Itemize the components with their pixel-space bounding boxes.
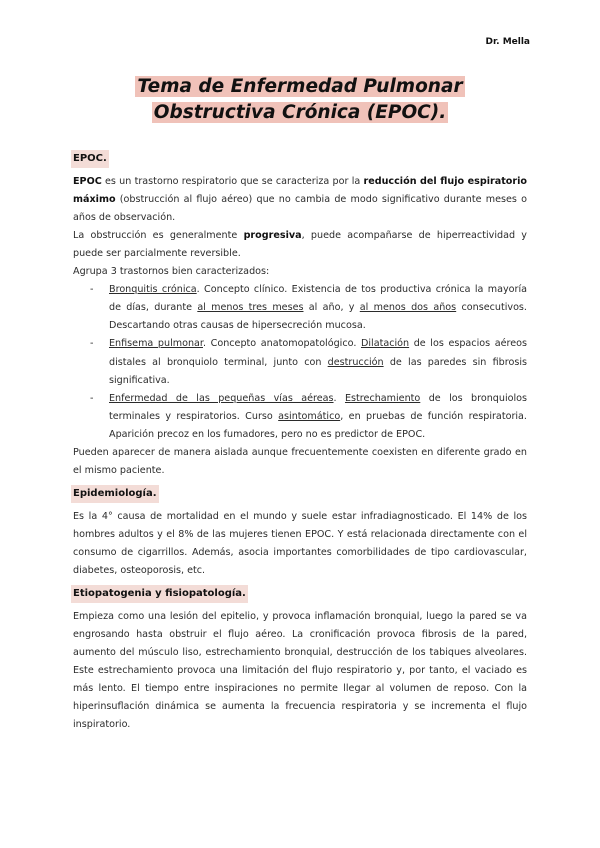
epoc-progression-paragraph: La obstrucción es generalmente progresiva, puede acompañarse de hiperreactividad y puede ser parcialmente reversible. (73, 229, 527, 259)
epoc-definition-paragraph: EPOC es un trastorno respiratorio que se caracteriza por la reducción del flujo espiratorio máximo (obstrucción al flujo aéreo) que no cambia de modo significativo durante meses o años de observación. (73, 175, 527, 223)
section-heading-epidemiologia: Epidemiología. (71, 485, 159, 503)
epoc-groups-intro: Agrupa 3 trastornos bien caracterizados: (73, 266, 270, 278)
title-line-1: Tema de Enfermedad Pulmonar (137, 76, 463, 97)
etiopatogenia-paragraph: Empieza como una lesión del epitelio, y provoca inflamación bronquial, luego la pared se va engrosando hasta obstruir el flujo aéreo. La cronificación provoca fibrosis de la pared, aumento del músculo liso, estrechamiento bronquial, destrucción de los tabiques alveolares. Este estrechamiento provoca una limitación del flujo respiratorio y, por tanto, el vaciado es más lento. El tiempo entre inspiraciones no permite llegar al volumen de reposo. Con la hiperinsuflación dinámica se aumenta la frecuencia respiratoria y se incrementa el flujo inspiratorio. (73, 610, 527, 731)
author-name: Dr. Mella (485, 37, 530, 47)
disorder-list (73, 281, 527, 444)
title-line-2: Obstructiva Crónica (EPOC). (153, 102, 447, 123)
epoc-coexistence-paragraph: Pueden aparecer de manera aislada aunque frecuentemente coexisten en diferente grado en el mismo paciente. (73, 447, 527, 477)
section-heading-etiopatogenia: Etiopatogenia y fisiopatología. (71, 585, 248, 603)
list-item: - Enfermedad de las pequeñas vías aéreas. Estrechamiento de los bronquiolos terminales y respiratorios. Curso asintomático, en pruebas de función respiratoria. Aparición precoz en los fumadores, pero no es predictor de EPOC. (73, 390, 527, 444)
section-heading-epoc: EPOC. (71, 150, 109, 168)
document-body (73, 150, 527, 734)
list-item: - Enfisema pulmonar. Concepto anatomopatológico. Dilatación de los espacios aéreos distales al bronquiolo terminal, junto con destrucción de las paredes sin fibrosis significativa. (73, 335, 527, 389)
list-item: - Bronquitis crónica. Concepto clínico. Existencia de tos productiva crónica la mayoría de días, durante al menos tres meses al año, y al menos dos años consecutivos. Descartando otras causas de hipersecreción mucosa. (73, 281, 527, 335)
page-title (0, 74, 600, 126)
epidemiologia-paragraph: Es la 4° causa de mortalidad en el mundo y suele estar infradiagnosticado. El 14% de los hombres adultos y el 8% de las mujeres tienen EPOC. Y está relacionada directamente con el consumo de cigarrillos. Además, asocia importantes comorbilidades de tipo cardiovascular, diabetes, osteoporosis, etc. (73, 510, 527, 577)
